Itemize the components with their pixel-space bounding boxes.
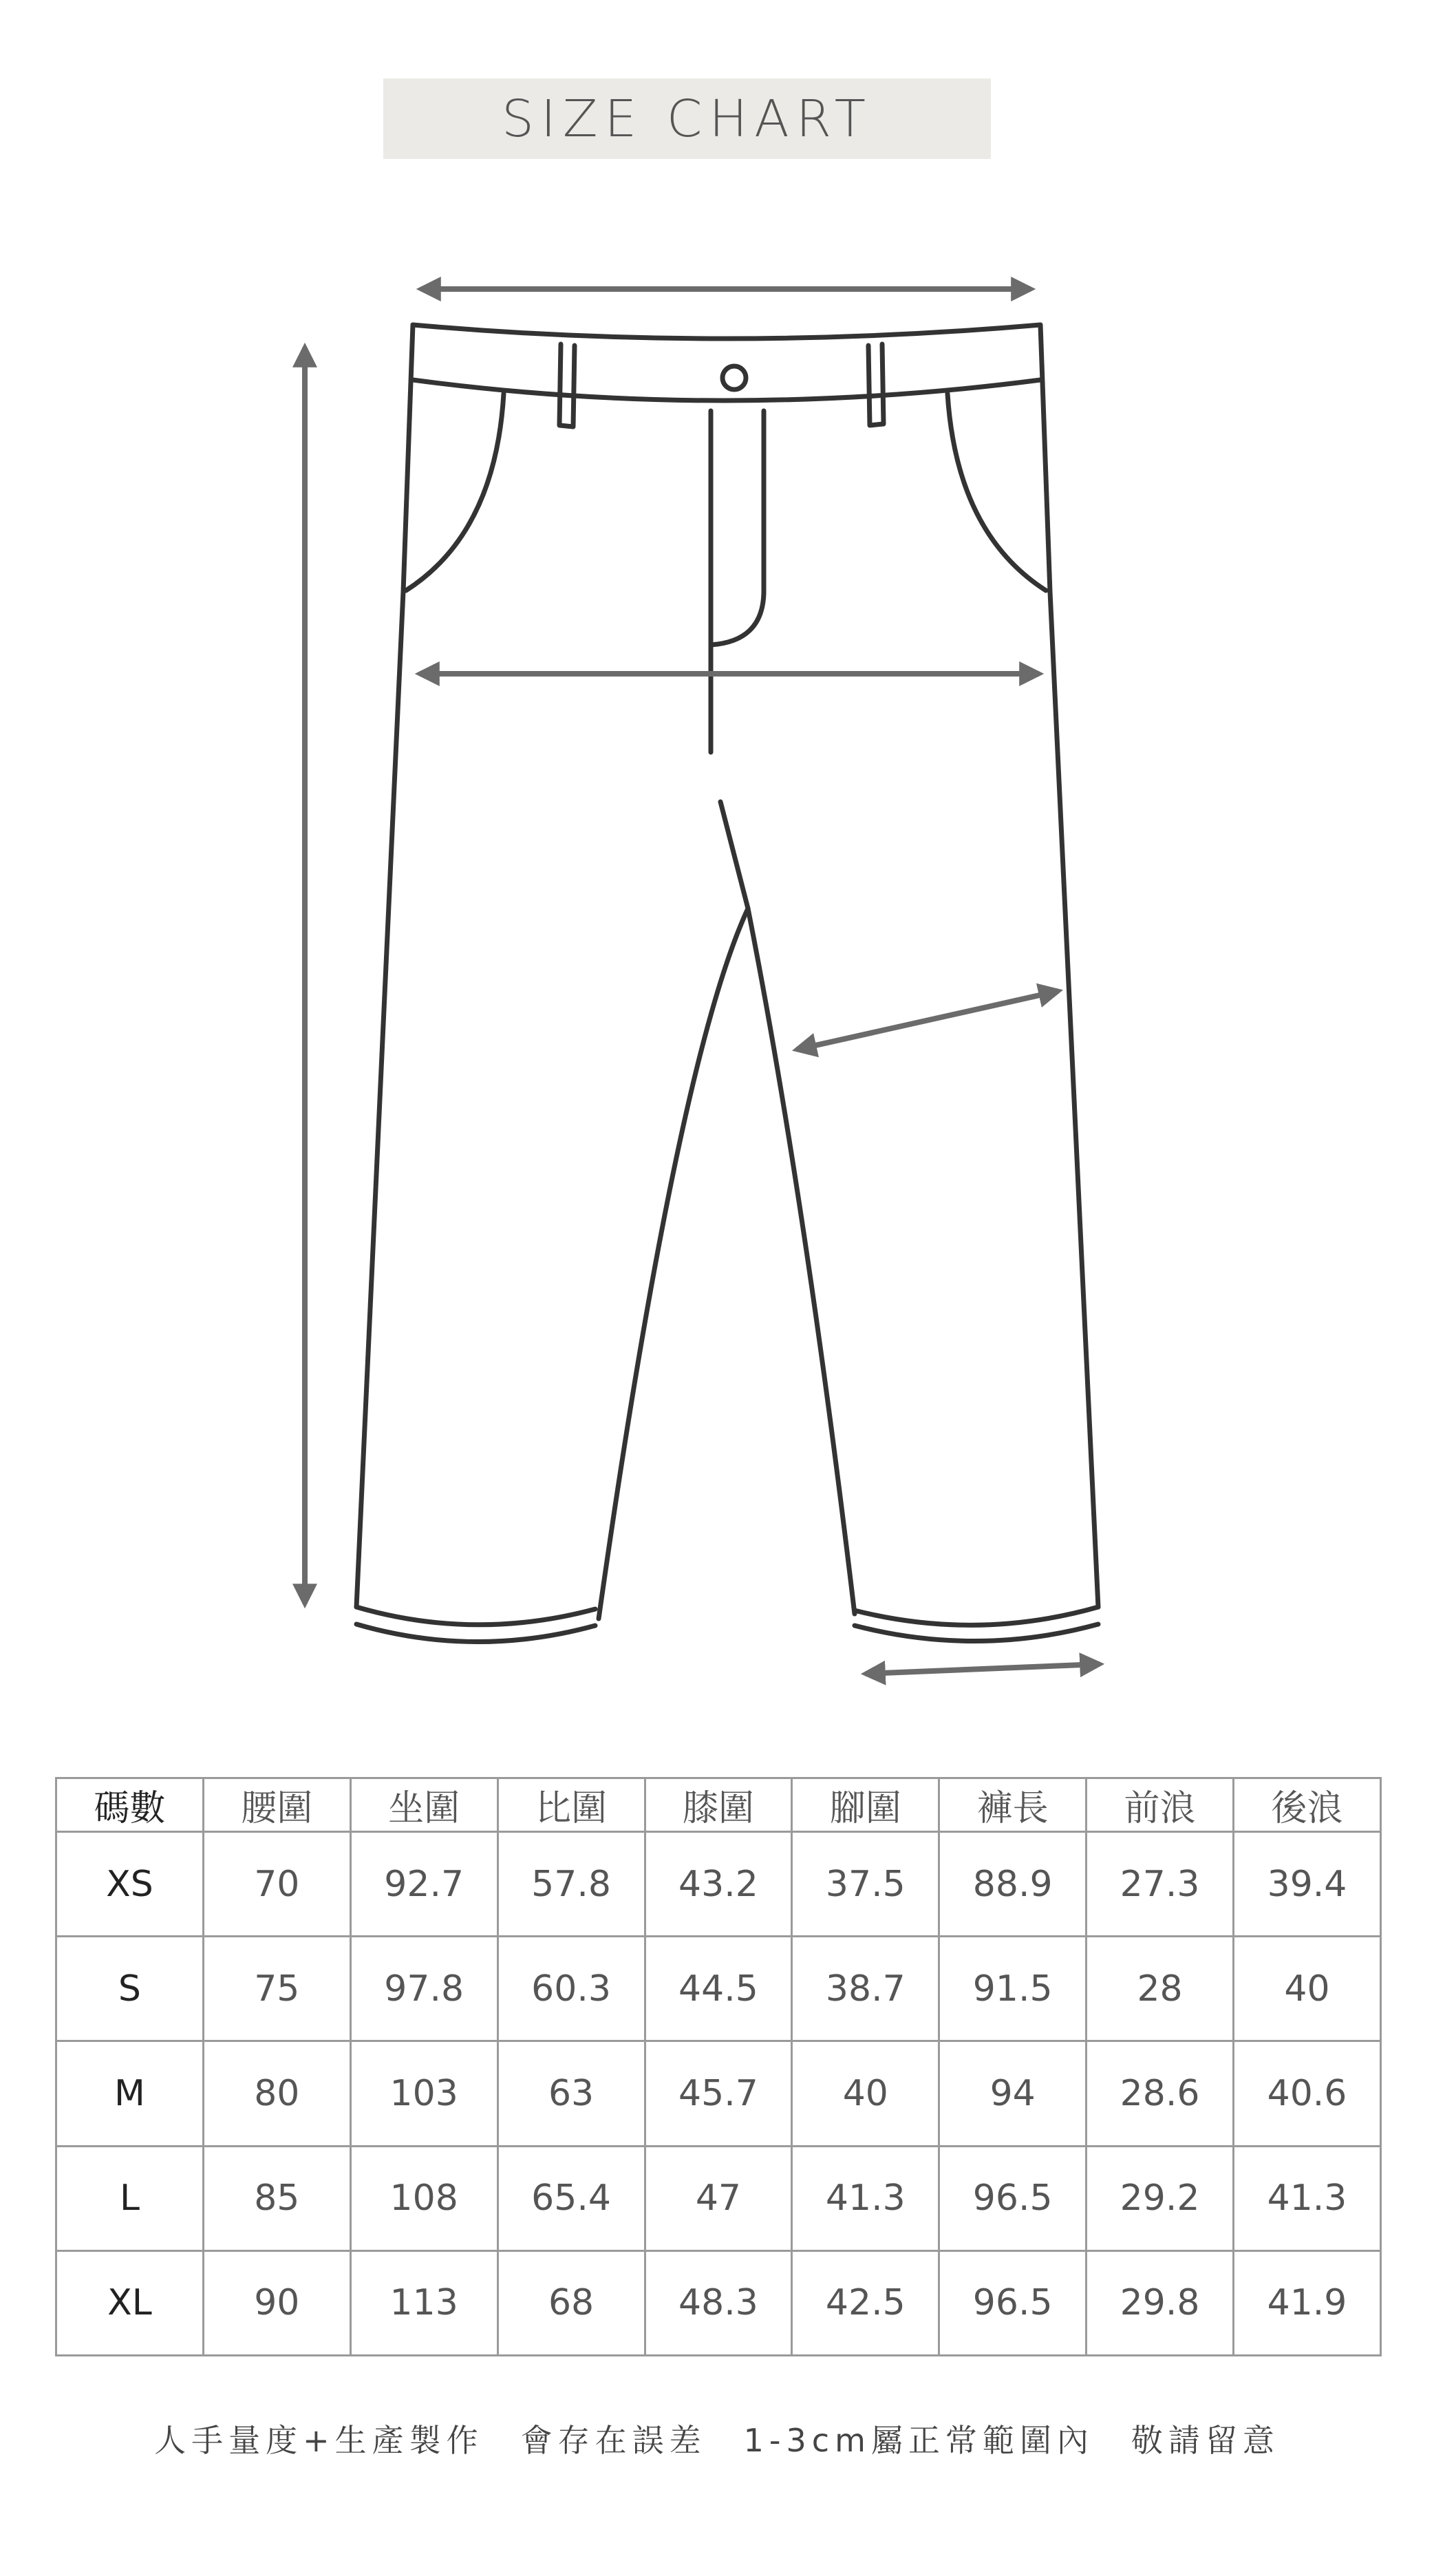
table-cell: 37.5 bbox=[792, 1832, 939, 1937]
table-cell: 65.4 bbox=[497, 2146, 645, 2250]
table-row bbox=[56, 2146, 1381, 2250]
table-row bbox=[56, 1937, 1381, 2041]
table-cell: 43.2 bbox=[645, 1832, 792, 1937]
table-header-row bbox=[56, 1778, 1381, 1832]
table-cell: XS bbox=[56, 1832, 204, 1937]
table-cell: 85 bbox=[203, 2146, 350, 2250]
table-cell: 91.5 bbox=[939, 1937, 1087, 2041]
table-cell: 96.5 bbox=[939, 2146, 1087, 2250]
table-cell: 96.5 bbox=[939, 2250, 1087, 2355]
measurement-disclaimer: 人手量度+生產製作 會存在誤差 1-3cm屬正常範圍內 敬請留意 bbox=[154, 2422, 1280, 2459]
table-cell: 94 bbox=[939, 2041, 1087, 2146]
table-row bbox=[56, 2041, 1381, 2146]
page-title: SIZE CHART bbox=[502, 89, 873, 149]
table-cell: 92.7 bbox=[350, 1832, 497, 1937]
table-cell: 42.5 bbox=[792, 2250, 939, 2355]
header-cell-back-rise: 後浪 bbox=[1234, 1778, 1381, 1832]
header-cell-thigh: 比圍 bbox=[497, 1778, 645, 1832]
table-cell: 70 bbox=[203, 1832, 350, 1937]
hem-arrow-icon bbox=[866, 1664, 1100, 1674]
table-cell: 27.3 bbox=[1087, 1832, 1234, 1937]
table-cell: 40 bbox=[1234, 1937, 1381, 2041]
table-cell: 97.8 bbox=[350, 1937, 497, 2041]
table-cell: 29.2 bbox=[1087, 2146, 1234, 2250]
header-cell-hip: 坐圍 bbox=[350, 1778, 497, 1832]
table-cell: 40.6 bbox=[1234, 2041, 1381, 2146]
table-cell: 113 bbox=[350, 2250, 497, 2355]
table-cell: 41.3 bbox=[1234, 2146, 1381, 2250]
table-cell: 48.3 bbox=[645, 2250, 792, 2355]
table-cell: L bbox=[56, 2146, 204, 2250]
header-cell-front-rise: 前浪 bbox=[1087, 1778, 1234, 1832]
table-cell: 28 bbox=[1087, 1937, 1234, 2041]
table-row bbox=[56, 2250, 1381, 2355]
table-cell: S bbox=[56, 1937, 204, 2041]
table-cell: 88.9 bbox=[939, 1832, 1087, 1937]
table-cell: 39.4 bbox=[1234, 1832, 1381, 1937]
table-cell: 80 bbox=[203, 2041, 350, 2146]
knee-arrow-icon bbox=[797, 991, 1058, 1050]
table-cell: 44.5 bbox=[645, 1937, 792, 2041]
table-cell: 38.7 bbox=[792, 1937, 939, 2041]
table-cell: 68 bbox=[497, 2250, 645, 2355]
table-cell: 47 bbox=[645, 2146, 792, 2250]
header-cell-waist: 腰圍 bbox=[203, 1778, 350, 1832]
table-cell: 75 bbox=[203, 1937, 350, 2041]
size-table bbox=[55, 1777, 1382, 2356]
table-cell: 41.9 bbox=[1234, 2250, 1381, 2355]
table-cell: 63 bbox=[497, 2041, 645, 2146]
header-cell-hem: 腳圍 bbox=[792, 1778, 939, 1832]
table-cell: 40 bbox=[792, 2041, 939, 2146]
table-cell: M bbox=[56, 2041, 204, 2146]
table-cell: 45.7 bbox=[645, 2041, 792, 2146]
table-cell: 41.3 bbox=[792, 2146, 939, 2250]
table-cell: 57.8 bbox=[497, 1832, 645, 1937]
table-cell: 103 bbox=[350, 2041, 497, 2146]
table-row bbox=[56, 1832, 1381, 1937]
header-cell-knee: 膝圍 bbox=[645, 1778, 792, 1832]
table-cell: 90 bbox=[203, 2250, 350, 2355]
header-cell-size: 碼數 bbox=[56, 1778, 204, 1832]
table-cell: XL bbox=[56, 2250, 204, 2355]
header-cell-length: 褲長 bbox=[939, 1778, 1087, 1832]
table-cell: 28.6 bbox=[1087, 2041, 1234, 2146]
table-cell: 108 bbox=[350, 2146, 497, 2250]
table-cell: 60.3 bbox=[497, 1937, 645, 2041]
table-cell: 29.8 bbox=[1087, 2250, 1234, 2355]
